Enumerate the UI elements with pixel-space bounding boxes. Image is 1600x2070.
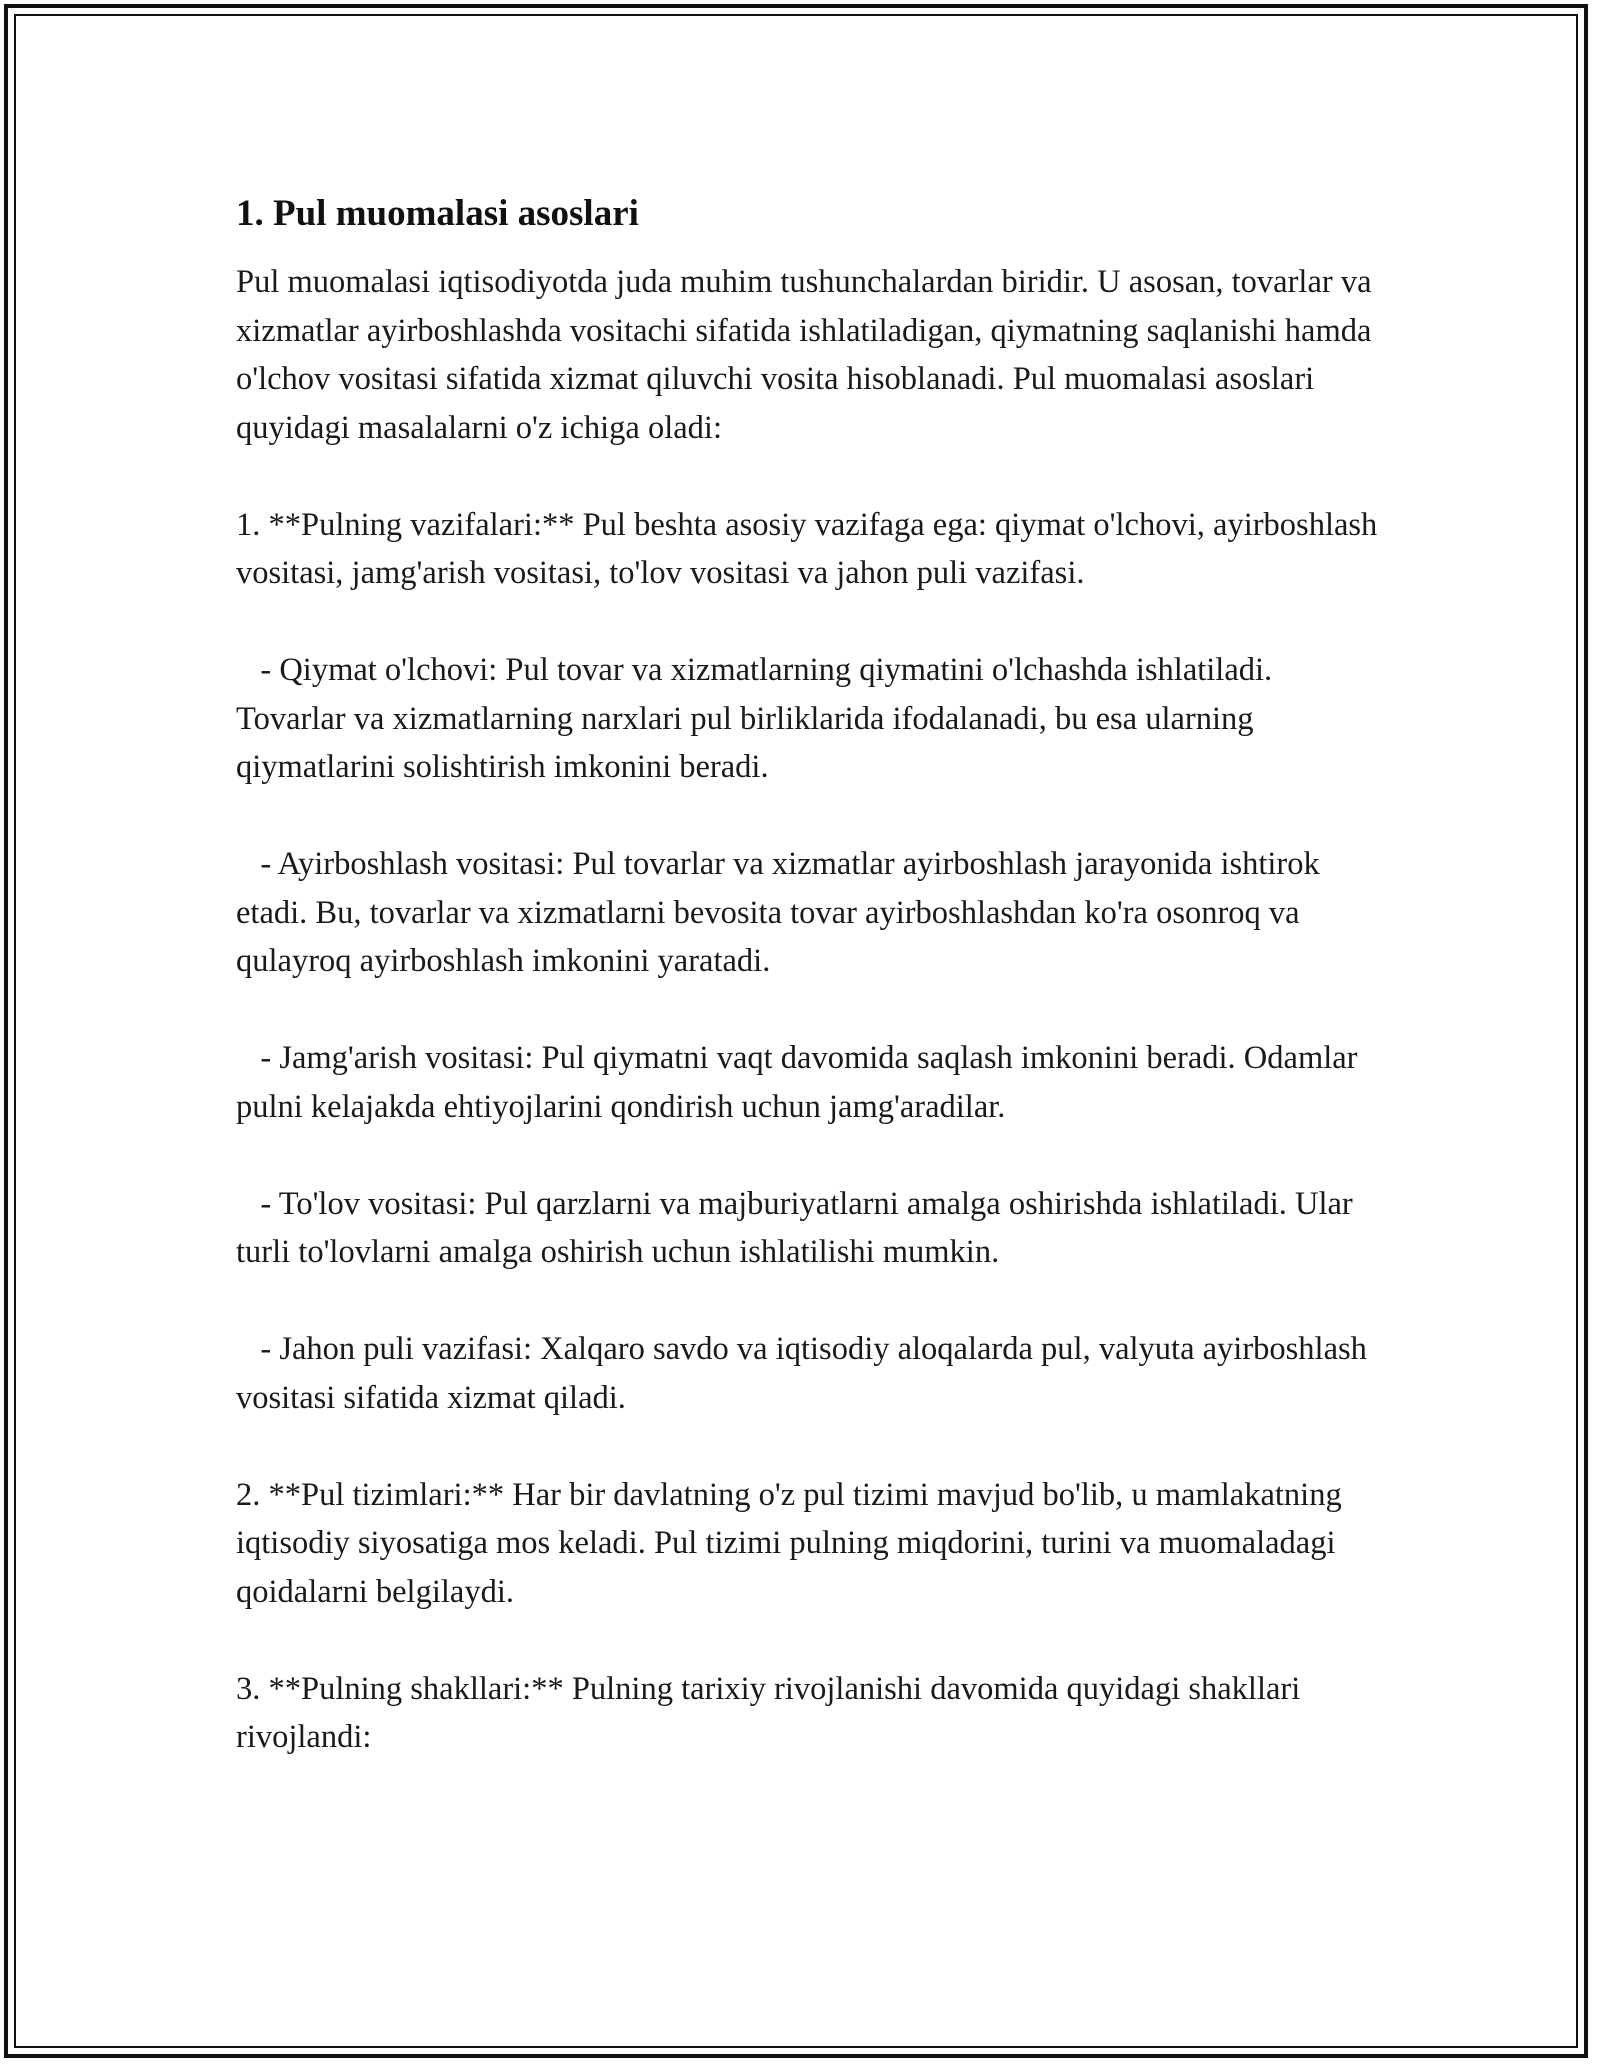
sub-item-world-money: - Jahon puli vazifasi: Xalqaro savdo va iqtisodiy aloqalarda pul, valyuta ayirboshlash vositasi sifatida xizmat qiladi.	[236, 1331, 1376, 1416]
paragraph-gap	[236, 986, 1386, 1035]
paragraph-gap	[236, 598, 1386, 647]
list-item-functions: 1. **Pulning vazifalari:** Pul beshta asosiy vazifaga ega: qiymat o'lchovi, ayirboshlash vositasi, jamg'arish vositasi, to'lov vositasi va jahon puli vazifasi.	[236, 506, 1386, 591]
intro-paragraph: Pul muomalasi iqtisodiyotda juda muhim tushunchalardan biridir. U asosan, tovarlar va xizmatlar ayirboshlashda vositachi sifatida ishlatiladigan, qiymatning saqlanishi hamda o'lchov vositasi sifatida xizmat qiluvchi vosita hisoblanadi. Pul muomalasi asoslari quyidagi masalalarni o'z ichiga oladi:	[236, 264, 1380, 446]
paragraph-gap	[236, 792, 1386, 841]
paragraph-gap	[236, 1131, 1386, 1180]
paragraph-gap	[236, 1277, 1386, 1326]
list-item-forms-of-money: 3. **Pulning shakllari:** Pulning tarixiy rivojlanishi davomida quyidagi shakllari rivojlandi:	[236, 1670, 1309, 1755]
sub-item-means-of-payment: - To'lov vositasi: Pul qarzlarni va majburiyatlarni amalga oshirishda ishlatiladi. Ular turli to'lovlarni amalga oshirish uchun ishlatilishi mumkin.	[236, 1185, 1361, 1270]
sub-item-measure-of-value: - Qiymat o'lchovi: Pul tovar va xizmatlarning qiymatini o'lchashda ishlatiladi. Tovarlar va xizmatlarning narxlari pul birliklarida ifodalanadi, bu esa ularning qiymatlarini solishtirish imkonini beradi.	[236, 652, 1280, 785]
list-item-monetary-systems: 2. **Pul tizimlari:** Har bir davlatning o'z pul tizimi mavjud bo'lib, u mamlakatning iqtisodiy siyosatiga mos keladi. Pul tizimi pulning miqdorini, turini va muomaladagi qoidalarni belgilaydi.	[236, 1476, 1350, 1610]
paragraph-gap	[236, 452, 1386, 501]
section-heading: 1. Pul muomalasi asoslari	[236, 193, 639, 234]
sub-item-store-of-value: - Jamg'arish vositasi: Pul qiymatni vaqt davomida saqlash imkonini beradi. Odamlar pulni kelajakda ehtiyojlarini qondirish uchun jamg'aradilar.	[236, 1040, 1366, 1125]
paragraph-gap	[236, 1616, 1386, 1665]
document-body	[236, 190, 1386, 1762]
sub-item-medium-of-exchange: - Ayirboshlash vositasi: Pul tovarlar va xizmatlar ayirboshlash jarayonida ishtirok etadi. Bu, tovarlar va xizmatlarni bevosita tovar ayirboshlashdan ko'ra osonroq va qulayroq ayirboshlash imkonini yaratadi.	[236, 846, 1328, 979]
paragraph-gap	[236, 1422, 1386, 1471]
